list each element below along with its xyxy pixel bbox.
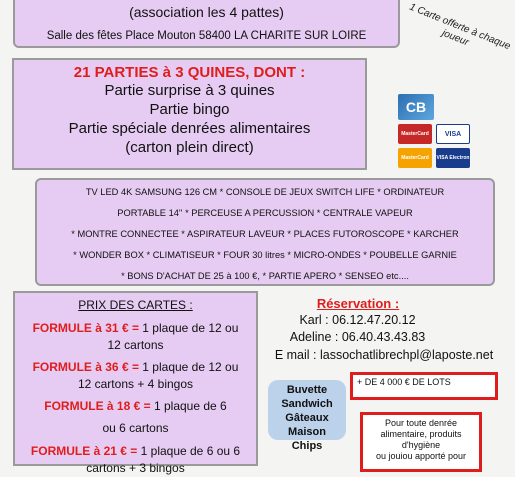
donation-line: d'hygiène	[401, 440, 441, 450]
parties-line: Partie bingo	[149, 101, 230, 118]
formula-desc-cont: 12 cartons	[107, 338, 164, 352]
formula-desc-cont: cartons + 3 bingos	[86, 461, 185, 475]
prize-line: TV LED 4K SAMSUNG 126 CM * CONSOLE DE JEUX SWITCH LIFE * ORDINATEUR	[85, 187, 445, 197]
parties-line: Partie spéciale denrées alimentaires	[68, 120, 311, 137]
buvette-line: Buvette	[286, 384, 328, 396]
formula-name: FORMULE à 21 € =	[30, 444, 138, 458]
visa-electron-logo: VISA Electron	[436, 148, 470, 168]
formula-row	[15, 443, 256, 460]
header-banner	[13, 0, 400, 48]
contact-email: E mail : lassochatlibrechpl@laposte.net	[274, 348, 494, 362]
reservation-title: Réservation :	[316, 296, 400, 311]
cb-logo: CB	[398, 94, 434, 120]
formula-desc: 1 plaque de 12 ou	[138, 321, 239, 335]
prize-line: PORTABLE 14'' * PERCEUSE A PERCUSSION * CENTRALE VAPEUR	[117, 208, 413, 218]
parties-line: Partie surprise à 3 quines	[104, 82, 275, 99]
venue-address: Salle des fêtes Place Mouton 58400 LA CHARITE SUR LOIRE	[46, 30, 367, 42]
buvette-line: Gâteaux Maison	[285, 412, 329, 438]
formula-row	[15, 398, 256, 415]
donation-line: alimentaire, produits	[380, 429, 462, 439]
mastercard-logo-2: MasterCard	[398, 148, 432, 168]
formula-name: FORMULE à 31 € =	[32, 321, 139, 335]
donation-line: Pour toute denrée	[384, 418, 458, 428]
formula-desc: 1 plaque de 6 ou 6	[137, 444, 241, 458]
prices-title: PRIX DES CARTES :	[78, 298, 193, 312]
donation-line: ou jouiou apporté pour	[375, 451, 467, 461]
prize-line: * WONDER BOX * CLIMATISEUR * FOUR 30 litres * MICRO-ONDES * POUBELLE GARNIE	[73, 250, 457, 260]
buvette-box	[268, 380, 346, 452]
card-prices-box	[13, 291, 258, 475]
formula-desc-cont: ou 6 cartons	[102, 421, 169, 435]
mastercard-logo: MasterCard	[398, 124, 432, 144]
formula-name: FORMULE à 18 € =	[44, 399, 151, 413]
buvette-line: Sandwich	[281, 398, 333, 410]
lots-box: + DE 4 000 € DE LOTS	[350, 372, 498, 400]
prize-line: * MONTRE CONNECTEE * ASPIRATEUR LAVEUR * PLACES FUTOROSCOPE * KARCHER	[71, 229, 459, 239]
contact-karl: Karl : 06.12.47.20.12	[299, 313, 416, 327]
parties-line: (carton plein direct)	[125, 139, 254, 156]
formula-name: FORMULE à 36 € =	[32, 360, 139, 374]
parties-box	[12, 58, 367, 170]
visa-logo: VISA	[436, 124, 470, 144]
buvette-line: Chips	[291, 440, 323, 452]
formula-desc: 1 plaque de 6	[150, 399, 227, 413]
prize-line: * BONS D'ACHAT DE 25 à 100 €, * PARTIE APERO * SENSEO etc....	[121, 271, 409, 281]
formula-row	[15, 320, 256, 337]
association-name: (association les 4 pattes)	[129, 4, 284, 20]
formula-desc: 1 plaque de 12 ou	[138, 360, 239, 374]
formula-row	[15, 359, 256, 376]
formula-desc-cont: 12 cartons + 4 bingos	[77, 377, 194, 391]
prizes-box	[35, 178, 495, 286]
food-donation-box	[360, 412, 482, 472]
contact-adeline: Adeline : 06.40.43.43.83	[289, 330, 426, 344]
parties-heading: 21 PARTIES à 3 QUINES, DONT :	[73, 64, 306, 81]
free-card-note: 1 Carte offerte à chaque joueur	[407, 1, 512, 53]
